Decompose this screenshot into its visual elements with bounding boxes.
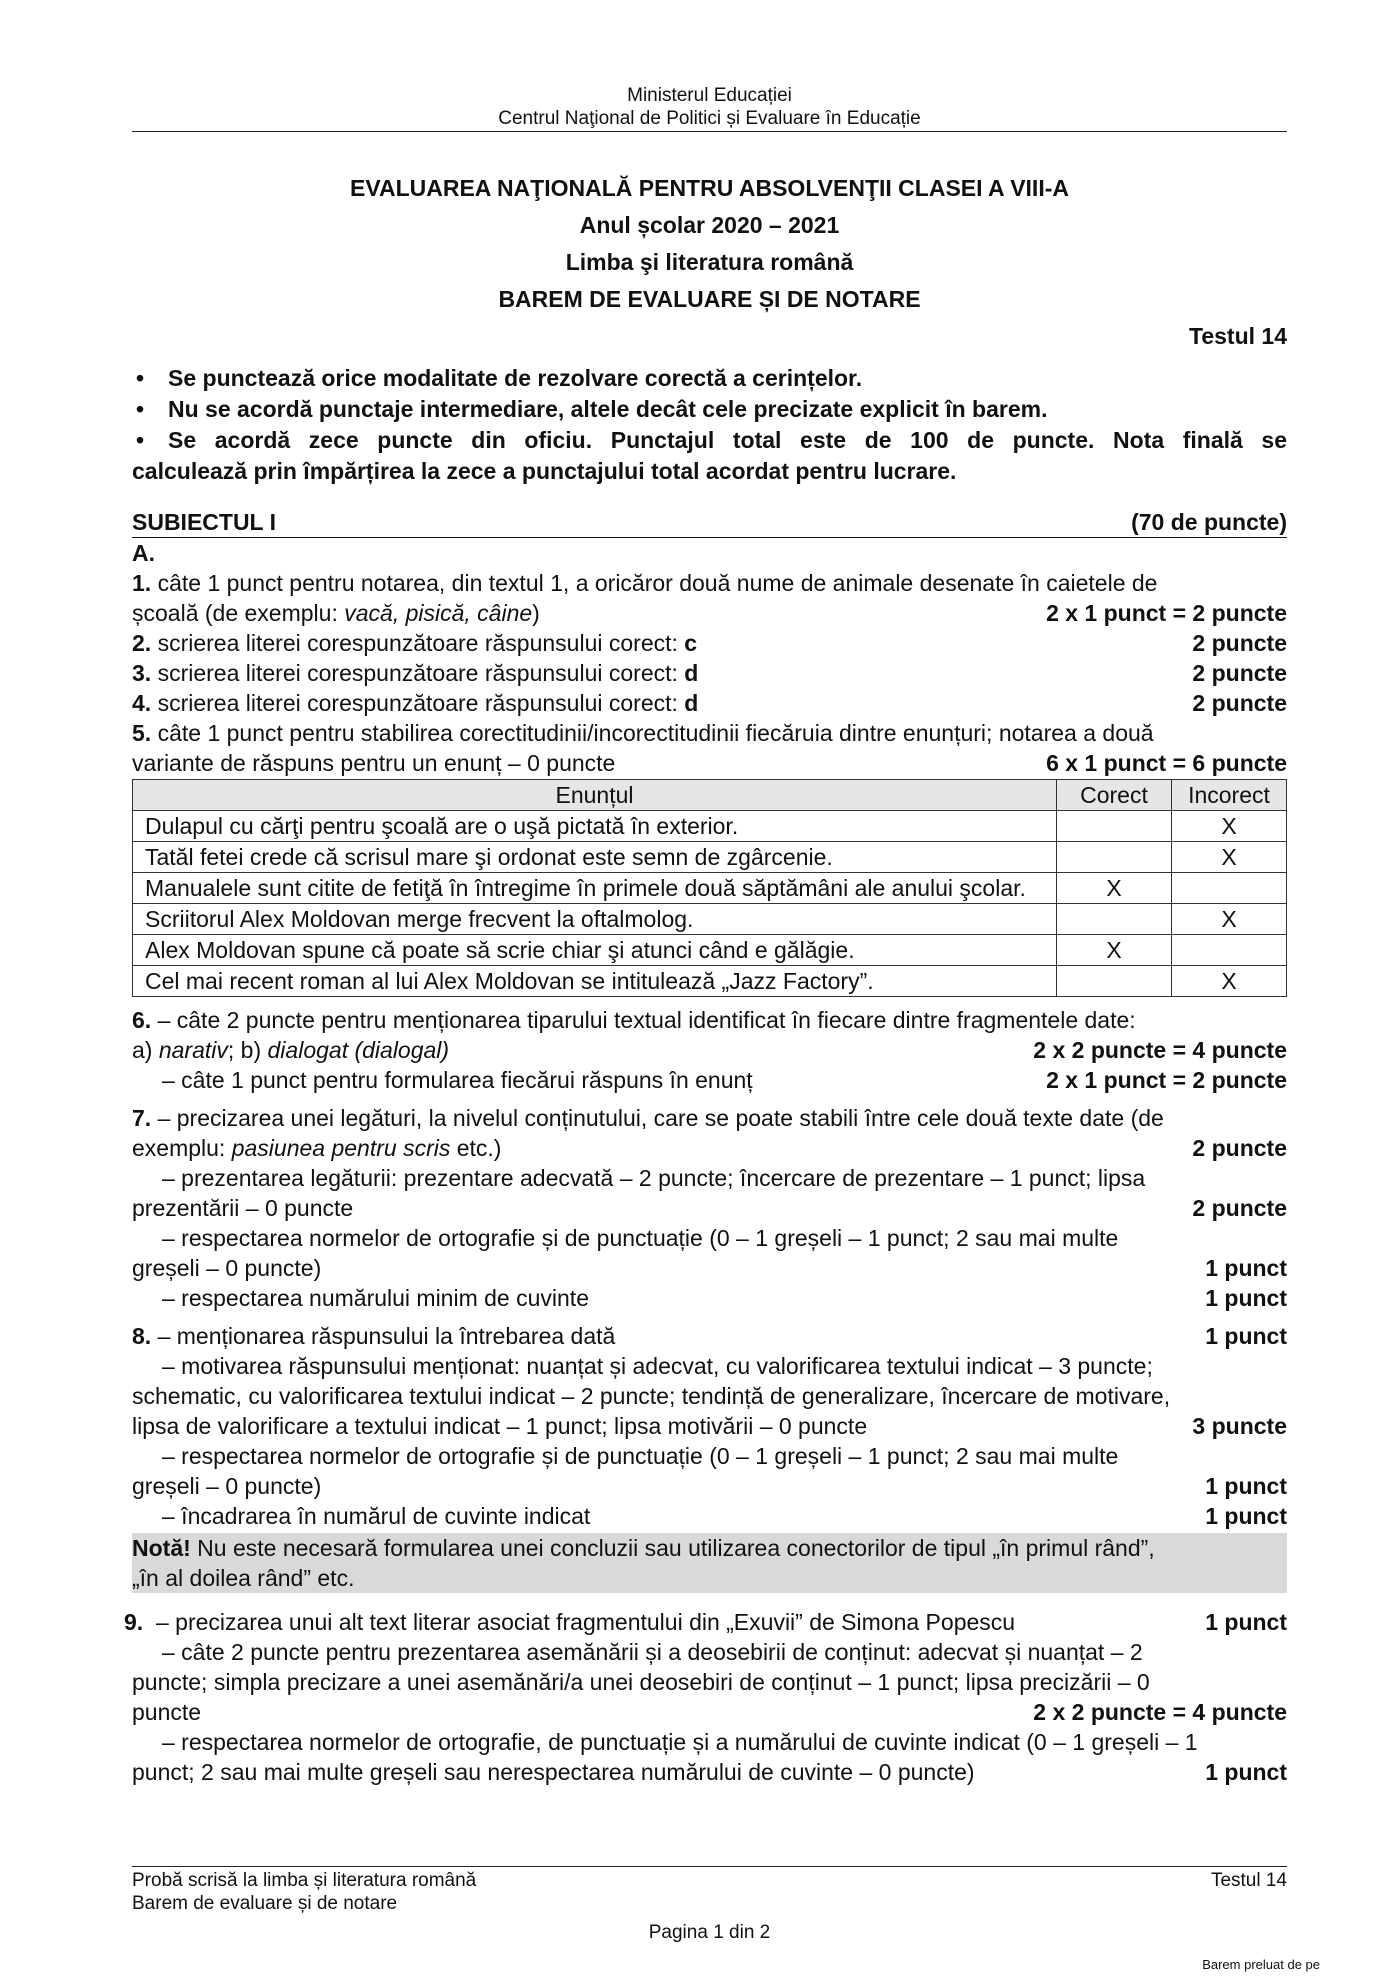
- rule-continuation: calculează prin împărțirea la zece a punctajului total acordat pentru lucrare.: [132, 458, 957, 484]
- subject-name: Limba şi literatura română: [565, 249, 854, 275]
- header-rule: [132, 131, 1287, 132]
- points: 1 punct: [1205, 1759, 1287, 1785]
- column-header: Incorect: [1172, 780, 1287, 811]
- table-row: Manualele sunt citite de fetiţă în întregime în primele două săptămâni ale anului şcolar. X: [133, 873, 1287, 904]
- points: 6 x 1 punct = 6 puncte: [1046, 750, 1287, 776]
- points: 2 x 1 punct = 2 puncte: [1046, 1067, 1287, 1093]
- question-2: 2. scrierea literei corespunzătoare răspunsului corect: c 2 puncte: [132, 630, 1287, 656]
- document-header: [132, 0, 1287, 130]
- subject-heading: [132, 507, 1287, 538]
- points: 2 puncte: [1192, 660, 1287, 686]
- table-row: Alex Moldovan spune că poate să scrie chiar şi atunci când e gălăgie. X: [133, 935, 1287, 966]
- rule-item: • Nu se acordă punctaje intermediare, altele decât cele precizate explicit în barem.: [136, 396, 1048, 422]
- rule-item: • Se acordă zece puncte din oficiu. Punctajul total este de 100 de puncte. Nota finală se: [136, 427, 1287, 453]
- points: 2 x 2 puncte = 4 puncte: [1033, 1037, 1287, 1063]
- question-7: 7. – precizarea unei legături, la nivelul conținutului, care se poate stabili între cele două texte date (de exemplu: pasiunea pentru scris etc.) 2 puncte – prezentarea legăturii: prezentare adecvată – 2 puncte; încercare de prezentare – 1 punct; lipsa prezentării – 0 puncte 2 puncte – respectarea normelor de ortografie și de punctuație (0 – 1 greșeli – 1 punct; 2 sau mai multe greșeli – 0 puncte) 1 punct – respectarea numărului minim de cuvinte 1 punct: [132, 1105, 1287, 1311]
- points: 2 puncte: [1192, 690, 1287, 716]
- subject-title: SUBIECTUL I: [132, 509, 276, 535]
- page-number: Pagina 1 din 2: [648, 1922, 771, 1943]
- rules-list: [132, 363, 1287, 487]
- question-3: 3. scrierea literei corespunzătoare răspunsului corect: d 2 puncte: [132, 660, 1287, 686]
- question-5: 5. câte 1 punct pentru stabilirea corectitudinii/incorectitudinii fiecăruia dintre enunțuri; notarea a două variante de răspuns pentru un enunț – 0 puncte 6 x 1 punct = 6 puncte Enunțul Corect Incorect Dulapul cu cărţi pentru şcoală are o uşă pictată în exterior. X Tatăl fetei crede că scrisul mare şi ordonat este semn de zgârcenie. X Manualele sunt citite de fetiţă în întregime în primele două săptămâni ale anului şcolar. X Scriitorul Alex Moldovan merge frecvent la oftalmolog. X Alex Moldovan spune că poate să scrie chiar şi atunci când e gălăgie. X Cel mai recent roman al lui Alex Moldovan se intitulează „Jazz Factory”. X: [132, 718, 1287, 997]
- table-row: Scriitorul Alex Moldovan merge frecvent la oftalmolog. X: [133, 904, 1287, 935]
- points: 1 punct: [1205, 1285, 1287, 1311]
- test-number: Testul 14: [1189, 323, 1287, 349]
- subject-points: (70 de puncte): [1131, 509, 1287, 535]
- points: 2 puncte: [1192, 630, 1287, 656]
- center-name: Centrul Naţional de Politici și Evaluare în Educație: [498, 108, 921, 129]
- ministry-name: Ministerul Educației: [627, 85, 792, 106]
- page-footer: [132, 1866, 1287, 1944]
- note-label: Notă!: [132, 1535, 191, 1561]
- true-false-table: [132, 779, 1287, 997]
- points: 1 punct: [1205, 1323, 1287, 1349]
- points: 2 puncte: [1192, 1135, 1287, 1161]
- column-header: Enunțul: [133, 780, 1057, 811]
- table-row: Cel mai recent roman al lui Alex Moldovan se intitulează „Jazz Factory”. X: [133, 966, 1287, 997]
- question-4: 4. scrierea literei corespunzătoare răspunsului corect: d 2 puncte: [132, 690, 1287, 716]
- question-9: 9. – precizarea unui alt text literar asociat fragmentului din „Exuvii” de Simona Popescu 1 punct – câte 2 puncte pentru prezentarea asemănării și a deosebirii de conținut: adecvat și nuanțat – 2 puncte; simpla precizare a unei asemănări/a unei deosebiri de conținut – 1 punct; lipsa precizării – 0 puncte 2 x 2 puncte = 4 puncte – respectarea normelor de ortografie, de punctuație și a numărului de cuvinte indicat (0 – 1 greșeli – 1 punct; 2 sau mai multe greșeli sau nerespectarea numărului de cuvinte – 0 puncte) 1 punct: [124, 1609, 1287, 1785]
- source-stamp: Barem preluat de pe: [1202, 1957, 1320, 1972]
- question-1: 1. câte 1 punct pentru notarea, din textul 1, a oricăror două nume de animale desenate în caietele de școală (de exemplu: vacă, pisică, câine) 2 x 1 punct = 2 puncte: [132, 570, 1287, 626]
- points: 2 x 1 punct = 2 puncte: [1046, 600, 1287, 626]
- points: 2 x 2 puncte = 4 puncte: [1033, 1699, 1287, 1725]
- school-year: Anul școlar 2020 – 2021: [579, 212, 840, 238]
- points: 3 puncte: [1192, 1413, 1287, 1439]
- note-box: Notă! Nu este necesară formularea unei concluzii sau utilizarea conectorilor de tipul „în primul rând”, „în al doilea rând” etc.: [132, 1533, 1287, 1593]
- exam-title: EVALUAREA NAŢIONALĂ PENTRU ABSOLVENŢII CLASEI A VIII-A: [350, 175, 1069, 201]
- points: 1 punct: [1205, 1609, 1287, 1635]
- document-page: [124, 0, 1287, 1787]
- title-block: [132, 170, 1287, 318]
- column-header: Corect: [1057, 780, 1172, 811]
- points: 1 punct: [1205, 1255, 1287, 1281]
- points: 2 puncte: [1192, 1195, 1287, 1221]
- barem-title: BAREM DE EVALUARE ȘI DE NOTARE: [498, 286, 921, 312]
- footer-test-number: Testul 14: [1210, 1870, 1287, 1891]
- question-8: 8. – menționarea răspunsului la întrebarea dată 1 punct – motivarea răspunsului menționat: nuanțat și adecvat, cu valorificarea textului indicat – 3 puncte; schematic, cu valorificarea textului indicat – 2 puncte; tendință de generalizare, încercare de motivare, lipsa de valorificare a textului indicat – 1 punct; lipsa motivării – 0 puncte 3 puncte – respectarea normelor de ortografie și de punctuație (0 – 1 greșeli – 1 punct; 2 sau mai multe greșeli – 0 puncte) 1 punct – încadrarea în numărul de cuvinte indicat 1 punct Notă! Nu este necesară formularea unei concluzii sau utilizarea conectorilor de tipul „în primul rând”, „în al doilea rând” etc.: [132, 1323, 1287, 1591]
- question-6: 6. – câte 2 puncte pentru menționarea tiparului textual identificat în fiecare dintre fragmentele date: a) narativ; b) dialogat (dialogal) 2 x 2 puncte = 4 puncte – câte 1 punct pentru formularea fiecărui răspuns în enunț 2 x 1 punct = 2 puncte: [132, 1007, 1287, 1093]
- section-label: A.: [132, 540, 155, 566]
- footer-barem-name: Barem de evaluare și de notare: [132, 1893, 398, 1914]
- table-row: Dulapul cu cărţi pentru şcoală are o uşă pictată în exterior. X: [133, 811, 1287, 842]
- points: 1 punct: [1205, 1503, 1287, 1529]
- points: 1 punct: [1205, 1473, 1287, 1499]
- footer-exam-name: Probă scrisă la limba și literatura română: [132, 1870, 477, 1891]
- rule-item: • Se punctează orice modalitate de rezolvare corectă a cerințelor.: [136, 365, 863, 391]
- table-row: Tatăl fetei crede că scrisul mare şi ordonat este semn de zgârcenie. X: [133, 842, 1287, 873]
